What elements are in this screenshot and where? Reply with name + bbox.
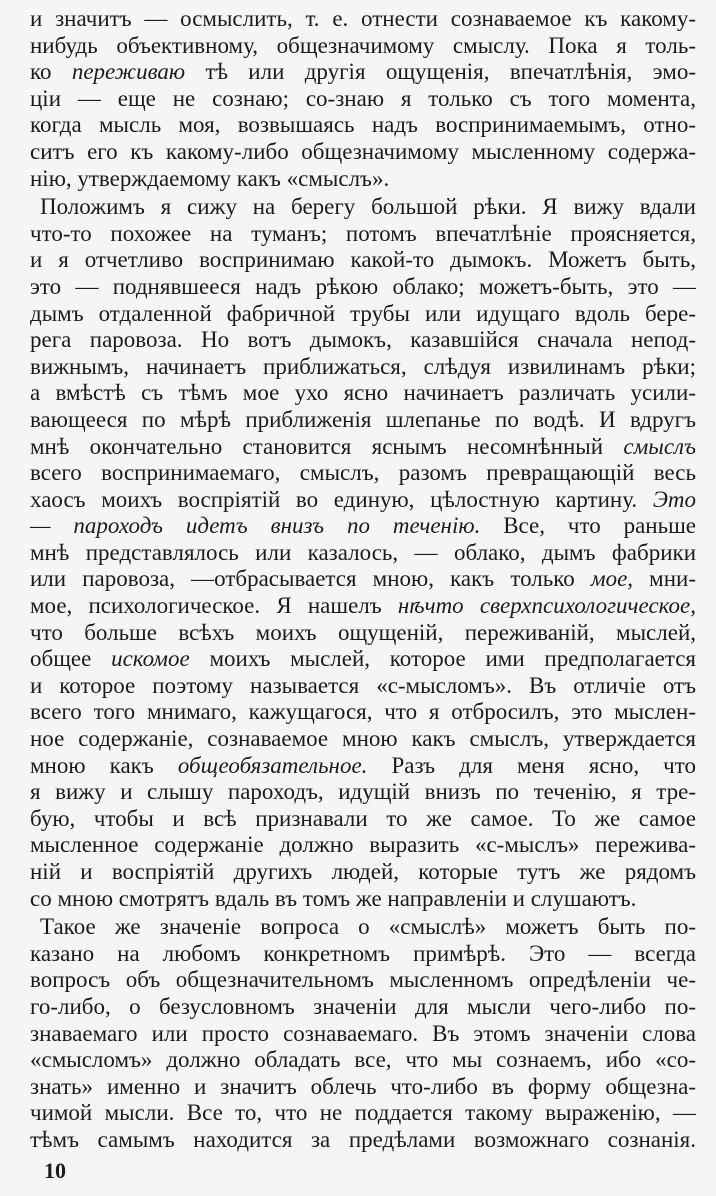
- text-run: и значитъ — осмыслить, т. е. отнести сознаваемое къ какому-: [30, 6, 696, 31]
- text-run: ситъ его къ какому-либо общезначимому мысленному содержа-: [30, 138, 696, 164]
- text-run: Такое же значеніе вопроса о «смыслѣ» можетъ быть по-: [40, 914, 696, 940]
- paragraph: [30, 914, 696, 1153]
- body-text: [30, 6, 696, 1154]
- italic-text: — пароходъ идетъ внизъ по теченію.: [30, 513, 481, 539]
- text-line: [30, 859, 696, 886]
- text-line: [30, 1021, 696, 1048]
- text-line: [30, 540, 696, 567]
- text-run: нію, утверждаемому какъ «смыслъ».: [30, 165, 390, 191]
- text-line: [30, 460, 696, 487]
- text-run: ціи — еще не сознаю; со-знаю я только съ того момента,: [30, 85, 696, 111]
- text-line: [30, 194, 696, 221]
- text-run: «смысломъ» должно обладать все, что мы сознаемъ, ибо «со-: [30, 1047, 696, 1073]
- text-line: [30, 967, 696, 994]
- text-line: [30, 33, 696, 60]
- text-line: [30, 941, 696, 968]
- text-run: что-то похожее на туманъ; потомъ впечатлѣніе проясняется,: [30, 220, 696, 246]
- text-run: моихъ мыслей, которое ими предполагается: [189, 646, 696, 672]
- text-line: [30, 354, 696, 381]
- text-run: я вижу и слышу пароходъ, идущій внизъ по теченію, я тре-: [30, 779, 696, 805]
- text-line: [30, 646, 696, 673]
- text-run: ное содержаніе, сознаваемое мною какъ смыслъ, утверждается: [30, 726, 696, 752]
- text-line: [30, 112, 696, 139]
- italic-text: мое,: [590, 566, 634, 592]
- text-run: со мною смотрятъ вдаль въ томъ же направленіи и слушаютъ.: [30, 885, 637, 911]
- text-run: всего воспринимаемаго, смыслъ, разомъ превращающій весь: [30, 460, 696, 486]
- text-run: мнѣ окончательно становится яснымъ несомнѣнный: [30, 433, 624, 459]
- text-run: рега паровоза. Но вотъ дымокъ, казавшійся сначала непод-: [30, 327, 696, 353]
- text-run: мое, психологическое. Я нашелъ: [30, 593, 398, 619]
- italic-text: искомое: [111, 646, 190, 672]
- text-line: [30, 566, 696, 593]
- text-run: казано на любомъ конкретномъ примѣрѣ. Это — всегда: [30, 940, 696, 966]
- text-line: [30, 914, 696, 941]
- text-run: общее: [30, 646, 112, 672]
- text-run: и я отчетливо воспринимаю какой-то дымокъ. Можетъ быть,: [30, 247, 696, 273]
- text-line: [30, 274, 696, 301]
- text-run: или паровоза, —отбрасывается мною, какъ только: [30, 566, 591, 592]
- text-line: [30, 886, 696, 913]
- text-run: что больше всѣхъ моихъ ощущеній, переживаній, мыслей,: [30, 619, 696, 645]
- text-run: знать» именно и значитъ облечь что-либо въ форму общезна-: [30, 1073, 696, 1099]
- text-line: [30, 407, 696, 434]
- text-line: [30, 994, 696, 1021]
- text-line: [30, 726, 696, 753]
- text-run: го-либо, о безусловномъ значеніи для мысли чего-либо по-: [30, 993, 696, 1019]
- paragraph: [30, 6, 696, 192]
- italic-text: смыслъ: [623, 433, 696, 459]
- text-line: [30, 620, 696, 647]
- text-line: [30, 487, 696, 514]
- text-line: [30, 806, 696, 833]
- text-run: а вмѣстѣ съ тѣмъ мое ухо ясно начинаетъ различать усили-: [30, 380, 696, 406]
- page-number: 10: [44, 1158, 66, 1183]
- text-line: [30, 6, 696, 33]
- text-run: дымъ отдаленной фабричной трубы или идущаго вдоль бере-: [30, 300, 696, 326]
- text-line: [30, 86, 696, 113]
- text-run: мни-: [633, 566, 696, 592]
- text-line: [30, 327, 696, 354]
- text-line: [30, 673, 696, 700]
- text-run: и которое поэтому называется «с-мысломъ». Въ отличіе отъ: [30, 672, 696, 698]
- text-run: бую, чтобы и всѣ признавали то же самое. То же самое: [30, 805, 696, 831]
- italic-text: нѣчто сверхпсихологическое,: [397, 593, 696, 619]
- text-line: [30, 1047, 696, 1074]
- text-line: [30, 434, 696, 461]
- text-run: вижнымъ, начинаетъ приближаться, слѣдуя извилинамъ рѣки;: [30, 353, 696, 379]
- text-run: мысленное содержаніе должно выразить «с-мыслъ» пережива-: [30, 832, 696, 858]
- text-run: когда мысль моя, возвышаясь надъ воспринимаемымъ, отно-: [30, 112, 696, 138]
- text-run: нибудь объективному, общезначимому смыслу. Пока я толь-: [30, 32, 696, 58]
- text-line: [30, 1127, 696, 1154]
- text-line: [30, 753, 696, 780]
- text-run: чимой мысли. Все то, что не поддается такому выраженію, —: [30, 1100, 696, 1126]
- text-run: тѣ или другія ощущенія, впечатлѣнія, эмо-: [185, 59, 696, 85]
- text-run: Положимъ я сижу на берегу большой рѣки. Я вижу вдали: [40, 194, 696, 220]
- text-line: [30, 139, 696, 166]
- text-line: [30, 301, 696, 328]
- text-line: [30, 832, 696, 859]
- text-run: мною какъ: [30, 752, 178, 778]
- text-line: [30, 1100, 696, 1127]
- text-line: [30, 380, 696, 407]
- text-run: вопросъ объ общезначительномъ мысленномъ опредѣленіи че-: [30, 967, 696, 993]
- text-run: знаваемаго или просто сознаваемаго. Въ этомъ значеніи слова: [30, 1020, 696, 1046]
- text-run: ко: [30, 59, 72, 85]
- text-run: тѣмъ самымъ находится за предѣлами возможнаго сознанія.: [30, 1126, 696, 1152]
- text-line: [30, 221, 696, 248]
- text-run: Разъ для меня ясно, что: [367, 752, 696, 778]
- italic-text: Это: [652, 486, 696, 512]
- text-run: вающееся по мѣрѣ приближенія шлепанье по водѣ. И вдругъ: [30, 406, 696, 432]
- text-line: [30, 593, 696, 620]
- text-run: это — поднявшееся надъ рѣкою облако; можетъ-быть, это —: [30, 273, 696, 299]
- text-run: мнѣ представлялось или казалось, — облако, дымъ фабрики: [30, 539, 696, 565]
- text-run: ній и воспріятій другихъ людей, которые тутъ же рядомъ: [30, 859, 696, 884]
- text-line: [30, 1074, 696, 1101]
- text-run: хаосъ моихъ воспріятій во единую, цѣлостную картину.: [30, 486, 653, 512]
- text-line: [30, 166, 696, 193]
- paragraph: [30, 194, 696, 912]
- text-line: [30, 513, 696, 540]
- text-line: [30, 59, 696, 86]
- text-run: Все, что раньше: [480, 513, 696, 539]
- text-run: всего того мнимаго, кажущагося, что я отбросилъ, это мыслен-: [30, 699, 696, 725]
- text-line: [30, 779, 696, 806]
- text-line: [30, 699, 696, 726]
- italic-text: переживаю: [71, 59, 186, 85]
- text-line: [30, 247, 696, 274]
- italic-text: общеобязательное.: [177, 752, 368, 778]
